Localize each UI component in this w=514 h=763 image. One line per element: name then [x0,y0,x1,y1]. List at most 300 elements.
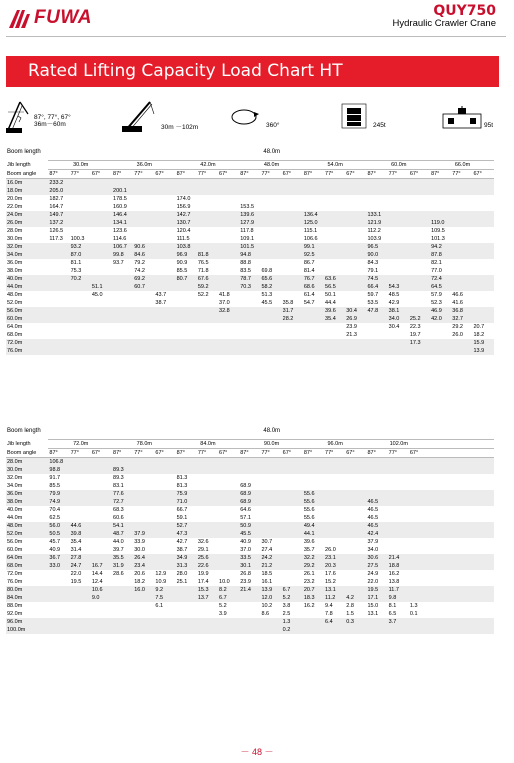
capacity-cell: 55.6 [303,506,324,514]
capacity-cell [345,458,366,467]
capacity-cell [324,347,345,355]
capacity-cell: 111.5 [176,235,197,243]
capacity-cell [197,323,218,331]
capacity-cell: 15.2 [324,578,345,586]
capacity-cell: 87.0 [70,251,91,259]
capacity-cell: 93.2 [70,243,91,251]
capacity-cell [48,307,69,315]
capacity-cell: 15.3 [197,586,218,594]
capacity-cell [239,347,260,355]
capacity-cell [388,458,409,467]
capacity-cell [112,602,133,610]
capacity-cell: 16.7 [91,562,112,570]
capacity-cell [388,267,409,275]
boom-angle-header: 67° [409,170,430,179]
capacity-cell [197,219,218,227]
capacity-cell: 75.9 [176,490,197,498]
capacity-cell [91,538,112,546]
capacity-cell [388,482,409,490]
capacity-cell: 86.7 [303,259,324,267]
capacity-cell [409,458,430,467]
capacity-cell: 30.4 [388,323,409,331]
capacity-cell [282,251,303,259]
capacity-cell [260,498,281,506]
capacity-cell: 37.0 [239,546,260,554]
capacity-cell [112,610,133,618]
capacity-cell [345,187,366,195]
capacity-cell [91,339,112,347]
capacity-cell [451,482,472,490]
capacity-cell: 28.0 [176,570,197,578]
capacity-cell [324,490,345,498]
capacity-cell: 21.4 [239,586,260,594]
capacity-cell: 5.2 [218,602,239,610]
capacity-cell [112,315,133,323]
capacity-cell [176,586,197,594]
capacity-cell [451,339,472,347]
capacity-cell: 16.0 [133,586,154,594]
capacity-cell [197,474,218,482]
capacity-cell [303,179,324,188]
boom-length-label: Boom length [6,145,48,161]
capacity-cell: 31.9 [112,562,133,570]
table-row [6,546,494,554]
capacity-cell [91,530,112,538]
capacity-cell [345,235,366,243]
counterweight-label: 245t [373,122,386,129]
capacity-cell [218,546,239,554]
radius-cell: 84.0m [6,594,48,602]
capacity-cell [239,323,260,331]
radius-cell: 34.0m [6,482,48,490]
capacity-cell [388,219,409,227]
capacity-cell [324,458,345,467]
capacity-cell [218,283,239,291]
table-row [6,235,494,243]
fuwa-logo-icon [9,8,31,28]
capacity-cell: 13.9 [260,586,281,594]
capacity-cell: 31.3 [176,562,197,570]
radius-cell: 30.0m [6,235,48,243]
capacity-cell [133,299,154,307]
radius-cell: 40.0m [6,275,48,283]
capacity-cell [409,219,430,227]
capacity-cell: 96.5 [366,243,387,251]
capacity-cell [388,339,409,347]
capacity-cell: 53.5 [366,299,387,307]
capacity-cell [388,490,409,498]
capacity-cell [176,187,197,195]
capacity-cell [430,474,451,482]
capacity-cell [70,594,91,602]
boom-angle-header: 87° [366,170,387,179]
capacity-cell: 88.8 [239,259,260,267]
capacity-cell: 9.0 [91,594,112,602]
radius-cell: 32.0m [6,243,48,251]
capacity-cell: 89.3 [112,474,133,482]
capacity-cell: 82.1 [430,259,451,267]
capacity-cell: 79.1 [366,267,387,275]
capacity-cell [409,307,430,315]
capacity-cell [70,514,91,522]
capacity-cell [430,578,451,586]
capacity-cell [260,458,281,467]
capacity-cell [324,211,345,219]
capacity-cell [282,331,303,339]
table-row [6,315,494,323]
capacity-cell: 56.0 [48,522,69,530]
capacity-cell [70,307,91,315]
capacity-cell [388,466,409,474]
capacity-cell [176,347,197,355]
capacity-cell [282,530,303,538]
capacity-cell [282,458,303,467]
capacity-cell [91,267,112,275]
jib-length-label: Jib length [6,161,48,170]
capacity-cell [91,498,112,506]
capacity-cell [197,490,218,498]
capacity-cell: 29.2 [451,323,472,331]
capacity-cell: 0.1 [409,610,430,618]
boom-angle-header: 67° [218,170,239,179]
capacity-cell: 47.3 [176,530,197,538]
capacity-cell [91,490,112,498]
header-divider [6,36,506,37]
capacity-cell [282,538,303,546]
capacity-cell: 52.7 [176,522,197,530]
capacity-cell [133,291,154,299]
capacity-cell [472,243,494,251]
capacity-cell [345,347,366,355]
capacity-cell [451,626,472,634]
capacity-cell [91,315,112,323]
capacity-cell [388,530,409,538]
capacity-cell [451,347,472,355]
capacity-cell [239,307,260,315]
capacity-cell [324,626,345,634]
capacity-cell [282,203,303,211]
capacity-cell [48,610,69,618]
capacity-cell [260,490,281,498]
capacity-cell: 31.7 [282,307,303,315]
capacity-cell [112,331,133,339]
capacity-cell [133,514,154,522]
capacity-cell: 40.9 [239,538,260,546]
capacity-cell [366,347,387,355]
capacity-cell: 46.6 [451,291,472,299]
capacity-cell: 160.9 [112,203,133,211]
capacity-cell [133,466,154,474]
capacity-cell [133,195,154,203]
capacity-cell: 23.1 [324,554,345,562]
capacity-cell [409,299,430,307]
capacity-cell [112,275,133,283]
capacity-cell [218,506,239,514]
capacity-cell [430,203,451,211]
capacity-cell [112,267,133,275]
boom-length-icon [122,100,158,132]
capacity-cell [451,235,472,243]
capacity-cell [409,554,430,562]
capacity-cell: 126.5 [48,227,69,235]
capacity-cell: 20.7 [472,323,494,331]
capacity-cell [218,514,239,522]
capacity-cell [366,626,387,634]
capacity-cell [472,498,494,506]
capacity-cell [154,474,175,482]
radius-cell: 76.0m [6,578,48,586]
capacity-cell [282,259,303,267]
capacity-cell [345,275,366,283]
capacity-cell [430,626,451,634]
capacity-cell: 125.0 [303,219,324,227]
capacity-cell [430,610,451,618]
capacity-cell: 29.1 [197,546,218,554]
capacity-cell: 22.0 [366,578,387,586]
capacity-cell [282,339,303,347]
table-row [6,187,494,195]
capacity-cell: 45.5 [260,299,281,307]
capacity-cell [282,578,303,586]
capacity-cell [366,195,387,203]
capacity-cell [154,610,175,618]
capacity-cell [366,474,387,482]
capacity-cell [472,299,494,307]
capacity-cell: 60.7 [133,283,154,291]
capacity-cell [218,562,239,570]
capacity-cell: 26.0 [451,331,472,339]
capacity-cell [451,514,472,522]
capacity-cell: 22.3 [409,323,430,331]
capacity-cell [324,259,345,267]
jib-length-header: 54.0m [303,161,367,170]
capacity-cell [197,626,218,634]
capacity-cell [48,602,69,610]
capacity-cell: 27.5 [366,562,387,570]
capacity-cell [260,618,281,626]
capacity-cell: 19.5 [366,586,387,594]
capacity-cell [451,251,472,259]
capacity-cell: 18.2 [133,578,154,586]
capacity-cell [282,562,303,570]
capacity-cell [451,490,472,498]
capacity-cell: 81.3 [176,482,197,490]
capacity-cell [366,490,387,498]
capacity-cell [303,610,324,618]
capacity-cell [451,275,472,283]
capacity-cell [154,243,175,251]
capacity-cell [133,618,154,626]
capacity-cell: 17.3 [409,339,430,347]
capacity-cell: 6.7 [218,594,239,602]
capacity-cell: 81.3 [176,474,197,482]
capacity-cell: 85.5 [176,267,197,275]
capacity-cell: 134.1 [112,219,133,227]
capacity-cell [197,522,218,530]
boom-angle-header: 77° [197,170,218,179]
capacity-cell: 16.1 [260,578,281,586]
capacity-cell [366,339,387,347]
capacity-cell: 42.0 [430,315,451,323]
capacity-cell [154,315,175,323]
capacity-cell: 119.0 [430,219,451,227]
capacity-cell [366,458,387,467]
capacity-cell [154,187,175,195]
capacity-cell [70,602,91,610]
capacity-cell: 55.6 [303,490,324,498]
jib-length-header: 102.0m [366,440,430,449]
jib-length-header: 84.0m [176,440,240,449]
capacity-cell [388,331,409,339]
capacity-cell: 51.3 [260,291,281,299]
capacity-cell [154,283,175,291]
capacity-cell [324,179,345,188]
capacity-cell [324,323,345,331]
capacity-cell [91,554,112,562]
radius-cell: 80.0m [6,586,48,594]
capacity-cell: 84.3 [366,259,387,267]
capacity-cell [472,578,494,586]
capacity-cell: 35.4 [324,315,345,323]
capacity-cell [388,243,409,251]
capacity-cell: 70.3 [239,283,260,291]
capacity-cell: 45.7 [48,538,69,546]
capacity-cell [176,626,197,634]
capacity-cell: 34.9 [176,554,197,562]
capacity-cell: 21.4 [388,554,409,562]
radius-cell: 24.0m [6,211,48,219]
capacity-cell [70,203,91,211]
capacity-cell [218,498,239,506]
capacity-cell [409,259,430,267]
capacity-cell [260,259,281,267]
capacity-cell: 153.5 [239,203,260,211]
capacity-cell [324,538,345,546]
capacity-cell [48,578,69,586]
capacity-cell: 9.2 [154,586,175,594]
boom-angle-header: 67° [282,449,303,458]
capacity-cell [154,251,175,259]
capacity-cell: 68.9 [239,490,260,498]
capacity-cell: 78.7 [239,275,260,283]
capacity-cell [48,267,69,275]
capacity-cell [70,490,91,498]
radius-cell: 20.0m [6,195,48,203]
carbody-weight-label: 95t [484,122,494,129]
capacity-cell [282,570,303,578]
capacity-cell [218,618,239,626]
capacity-cell [472,259,494,267]
capacity-cell [409,626,430,634]
capacity-cell [239,299,260,307]
capacity-cell: 94.2 [430,243,451,251]
capacity-cell [112,339,133,347]
carbody-weight-icon [442,106,482,130]
capacity-cell [91,331,112,339]
boom-angle-header: 77° [260,449,281,458]
capacity-cell: 50.9 [239,522,260,530]
capacity-cell [70,323,91,331]
capacity-cell [70,283,91,291]
table-row [6,482,494,490]
capacity-cell [388,227,409,235]
radius-cell: 22.0m [6,203,48,211]
capacity-cell: 127.9 [239,219,260,227]
capacity-cell: 26.1 [303,570,324,578]
capacity-cell: 11.2 [324,594,345,602]
capacity-cell: 13.1 [366,610,387,618]
capacity-cell [70,347,91,355]
capacity-cell [91,219,112,227]
table-row [6,267,494,275]
capacity-cell: 24.2 [260,554,281,562]
capacity-cell: 66.7 [176,506,197,514]
capacity-cell [409,211,430,219]
capacity-cell [154,618,175,626]
table-row [6,498,494,506]
capacity-cell [472,458,494,467]
capacity-cell [472,466,494,474]
capacity-cell [133,506,154,514]
capacity-cell [388,259,409,267]
capacity-cell [176,283,197,291]
capacity-cell [48,283,69,291]
capacity-cell [133,235,154,243]
capacity-cell [451,530,472,538]
capacity-cell [472,626,494,634]
radius-cell: 48.0m [6,522,48,530]
capacity-cell: 46.5 [366,522,387,530]
boom-length-value: 48.0m [48,424,494,440]
capacity-cell [451,267,472,275]
boom-angle-header: 67° [472,170,494,179]
capacity-cell [154,259,175,267]
capacity-cell [472,203,494,211]
capacity-cell [112,291,133,299]
capacity-cell [303,482,324,490]
radius-cell: 64.0m [6,554,48,562]
capacity-cell: 23.2 [303,578,324,586]
capacity-cell: 8.6 [260,610,281,618]
capacity-cell: 12.9 [154,570,175,578]
capacity-cell [48,259,69,267]
capacity-cell: 14.4 [91,570,112,578]
radius-cell: 72.0m [6,339,48,347]
capacity-cell: 1.3 [409,602,430,610]
capacity-cell [282,291,303,299]
capacity-cell [472,538,494,546]
capacity-cell [451,538,472,546]
capacity-cell [409,594,430,602]
capacity-cell: 27.4 [260,546,281,554]
capacity-cell [91,514,112,522]
capacity-cell: 0.2 [282,626,303,634]
boom-angle-header: 67° [345,170,366,179]
capacity-cell: 100.3 [70,235,91,243]
capacity-cell: 136.4 [303,211,324,219]
table-row [6,323,494,331]
capacity-cell: 139.6 [239,211,260,219]
capacity-cell [260,219,281,227]
capacity-cell [48,331,69,339]
capacity-cell: 39.6 [303,538,324,546]
capacity-cell: 58.2 [260,283,281,291]
capacity-cell [70,458,91,467]
capacity-cell: 68.6 [303,283,324,291]
capacity-cell [324,498,345,506]
boom-length-label: Boom length [6,424,48,440]
table-row [6,538,494,546]
